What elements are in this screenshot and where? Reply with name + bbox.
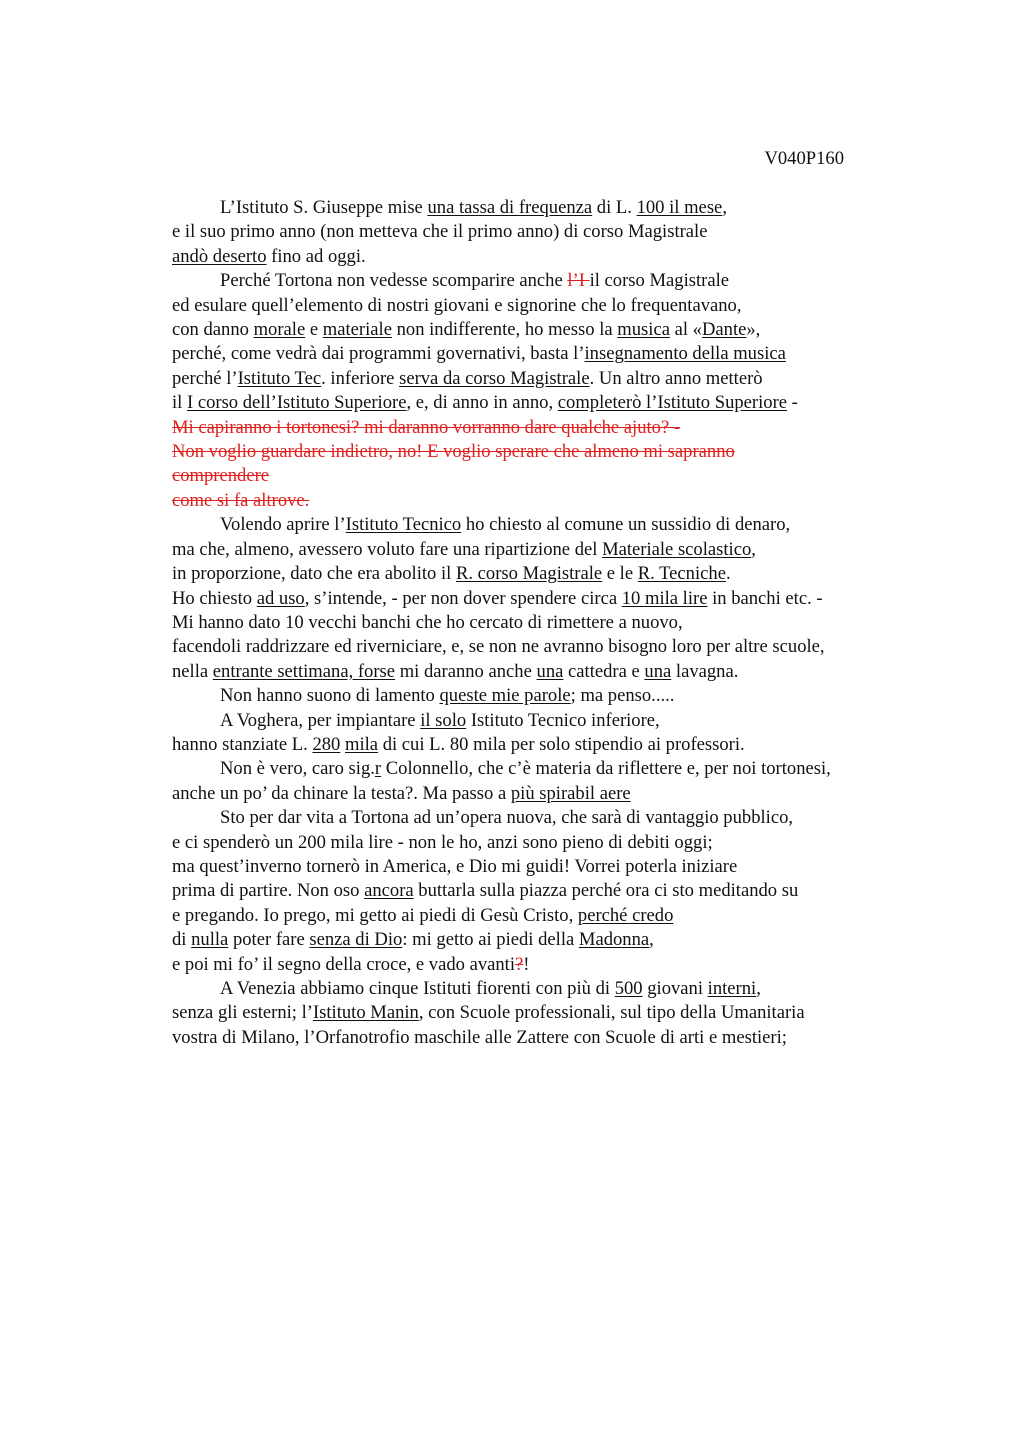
text-line — [172, 635, 932, 659]
text-line — [172, 196, 932, 220]
text-run: . inferiore — [321, 367, 400, 389]
document-reference-code: V040P160 — [764, 148, 844, 169]
text-run: Sto per dar vita a Tortona ad un’opera nuova, che sarà di vantaggio pubblico, — [220, 807, 794, 829]
text-run: Colonnello, che c’è materia da riflettere e, per noi tortonesi, — [381, 758, 831, 780]
text-run: ! — [523, 953, 530, 975]
text-run: L’Istituto S. Giuseppe mise — [220, 197, 428, 218]
text-run: di cui L. 80 mila per solo stipendio ai professori. — [378, 733, 745, 755]
text-line — [172, 904, 932, 928]
text-run: , — [649, 929, 654, 951]
underlined-text: Istituto Tecnico — [345, 514, 462, 536]
text-line — [172, 928, 932, 952]
text-run: senza gli esterni; l’ — [172, 1002, 313, 1024]
underlined-text: Istituto Tec — [237, 367, 322, 389]
text-run: e il suo primo anno (non metteva che il primo anno) di corso Magistrale — [172, 221, 708, 243]
underlined-text: r — [374, 758, 382, 780]
underlined-text: insegnamento della musica — [584, 343, 786, 365]
text-run: ; ma penso..... — [570, 685, 675, 707]
text-run: il corso Magistrale — [589, 270, 729, 292]
text-run: e ci spenderò un 200 mila lire - non le ho, anzi sono pieno di debiti oggi; — [172, 831, 713, 853]
text-run: prima di partire. Non oso — [172, 880, 365, 902]
text-line — [172, 879, 932, 903]
text-line — [172, 367, 932, 391]
text-run: Non hanno suono di lamento — [220, 685, 440, 707]
text-run: : mi getto ai piedi della — [402, 929, 579, 951]
text-run: Ho chiesto — [172, 587, 257, 609]
text-run: . — [725, 563, 731, 585]
text-run: lavagna. — [671, 660, 739, 682]
text-run: - — [787, 392, 798, 414]
text-run: vostra di Milano, l’Orfanotrofio maschile alle Zattere con Scuole di arti e mestieri; — [172, 1026, 787, 1048]
text-run: Perché Tortona non vedesse scomparire anche — [220, 270, 568, 292]
text-run: perché, come vedrà dai programmi governativi, basta l’ — [172, 343, 585, 365]
underlined-text: senza di Dio — [309, 929, 403, 951]
text-run: Volendo aprire l’ — [220, 514, 346, 536]
underlined-text: Materiale scolastico — [602, 538, 752, 560]
letter-body — [172, 196, 932, 1050]
text-run: in proporzione, dato che era abolito il — [172, 563, 456, 585]
text-run: ma che, almeno, avessero voluto fare una ripartizione del — [172, 538, 603, 560]
text-line — [172, 587, 932, 611]
underlined-text: 500 — [614, 978, 643, 999]
underlined-text: serva da corso Magistrale — [399, 367, 590, 389]
text-run: facendoli raddrizzare ed riverniciare, e, se non ne avranno bisogno loro per altre scuole, — [172, 636, 825, 658]
underlined-text: perché credo — [577, 904, 674, 926]
underlined-text: una — [536, 660, 564, 682]
text-line — [172, 440, 932, 464]
text-run: mi daranno anche — [395, 660, 537, 682]
struck-through-text: comprendere — [172, 465, 270, 487]
text-line — [172, 831, 932, 855]
text-run: poter fare — [228, 929, 310, 951]
struck-through-text: Mi capiranno i tortonesi? mi daranno vorranno dare qualche ajuto? - — [172, 416, 681, 438]
text-run: di — [172, 929, 192, 951]
text-line — [172, 562, 932, 586]
text-run: , — [722, 197, 727, 218]
text-run: ma quest’inverno tornerò in America, e Dio mi guidi! Vorrei poterla iniziare — [172, 855, 738, 877]
text-run: al « — [669, 319, 702, 341]
text-run: con danno — [172, 319, 254, 341]
text-line — [172, 1001, 932, 1025]
underlined-text: più spirabil aere — [510, 782, 631, 804]
text-run: giovani — [642, 978, 708, 999]
text-line — [172, 1026, 932, 1050]
text-run: ed esulare quell’elemento di nostri giovani e signorine che lo frequentavano, — [172, 294, 742, 316]
text-run: nella — [172, 660, 213, 682]
text-line — [172, 733, 932, 757]
text-run: cattedra e — [563, 660, 645, 682]
underlined-text: nulla — [191, 929, 229, 951]
underlined-text: Dante — [701, 319, 747, 341]
text-line — [172, 684, 932, 708]
underlined-text: ad uso — [256, 587, 305, 609]
text-line — [172, 977, 932, 1001]
underlined-text: morale — [253, 319, 306, 341]
text-run: Non è vero, caro sig. — [220, 758, 375, 780]
underlined-text: interni — [707, 978, 757, 999]
text-run: , — [751, 538, 756, 560]
text-run: . Un altro anno metterò — [589, 367, 763, 389]
struck-through-text: Non voglio guardare indietro, no! E voglio sperare che almeno mi sapranno — [172, 441, 735, 463]
text-line — [172, 342, 932, 366]
text-line — [172, 660, 932, 684]
text-run: , — [756, 978, 761, 999]
underlined-text: 280 — [312, 733, 341, 755]
text-run: e — [305, 319, 323, 341]
underlined-text: entrante settimana, forse — [212, 660, 396, 682]
text-line — [172, 464, 932, 488]
text-run: », — [746, 319, 761, 341]
text-line — [172, 294, 932, 318]
underlined-text: I corso dell’Istituto Superiore — [186, 392, 407, 414]
text-run: , s’intende, - per non dover spendere circa — [304, 587, 622, 609]
text-run: non indifferente, ho messo la — [391, 319, 618, 341]
text-run: e poi mi fo’ il segno della croce, e vado avanti — [172, 953, 515, 975]
text-run: buttarla sulla piazza perché ora ci sto meditando su — [413, 880, 799, 902]
text-run: , con Scuole professionali, sul tipo della Umanitaria — [418, 1002, 805, 1024]
text-line — [172, 855, 932, 879]
underlined-text: ancora — [364, 880, 414, 902]
text-run: di L. — [592, 197, 637, 218]
text-line — [172, 538, 932, 562]
text-line — [172, 318, 932, 342]
text-run: hanno stanziate L. — [172, 733, 313, 755]
text-line — [172, 953, 932, 977]
text-line — [172, 391, 932, 415]
text-line — [172, 611, 932, 635]
underlined-text: R. Tecniche — [637, 563, 726, 585]
underlined-text: queste mie parole — [439, 685, 571, 707]
text-run: , e, di anno in anno, — [406, 392, 558, 414]
text-run: in banchi etc. - — [707, 587, 823, 609]
text-run: perché l’ — [172, 367, 238, 389]
underlined-text: una tassa di frequenza — [427, 197, 593, 218]
text-line — [172, 220, 932, 244]
text-run: anche un po’ da chinare la testa?. Ma passo a — [172, 782, 511, 804]
struck-through-text: come si fa altrove. — [172, 489, 310, 511]
struck-through-text: l’I — [567, 270, 590, 292]
text-line — [172, 245, 932, 269]
text-run: Istituto Tecnico inferiore, — [466, 709, 660, 731]
text-line — [172, 782, 932, 806]
text-line — [172, 269, 932, 293]
text-line — [172, 416, 932, 440]
text-run: e le — [602, 563, 638, 585]
text-line — [172, 806, 932, 830]
underlined-text: una — [644, 660, 672, 682]
text-run: Mi hanno dato 10 vecchi banchi che ho cercato di rimettere a nuovo, — [172, 611, 683, 633]
text-run: A Voghera, per impiantare — [220, 709, 421, 731]
text-line — [172, 489, 932, 513]
underlined-text: completerò l’Istituto Superiore — [557, 392, 788, 414]
struck-through-text: ? — [515, 953, 524, 975]
text-line — [172, 757, 932, 781]
underlined-text: R. corso Magistrale — [455, 563, 603, 585]
underlined-text: mila — [344, 733, 379, 755]
underlined-text: il solo — [420, 709, 467, 731]
text-line — [172, 709, 932, 733]
underlined-text: materiale — [322, 319, 392, 341]
underlined-text: Istituto Manin — [312, 1002, 419, 1024]
text-run: A Venezia abbiamo cinque Istituti fiorenti con più di — [220, 978, 615, 999]
underlined-text: andò deserto — [172, 245, 267, 267]
underlined-text: musica — [617, 319, 670, 341]
text-run: e pregando. Io prego, mi getto ai piedi di Gesù Cristo, — [172, 904, 578, 926]
text-line — [172, 513, 932, 537]
text-run: il — [172, 392, 187, 414]
text-run: ho chiesto al comune un sussidio di denaro, — [461, 514, 791, 536]
underlined-text: 100 il mese — [636, 197, 723, 218]
text-run: fino ad oggi. — [266, 245, 366, 267]
underlined-text: 10 mila lire — [621, 587, 708, 609]
underlined-text: Madonna — [578, 929, 650, 951]
